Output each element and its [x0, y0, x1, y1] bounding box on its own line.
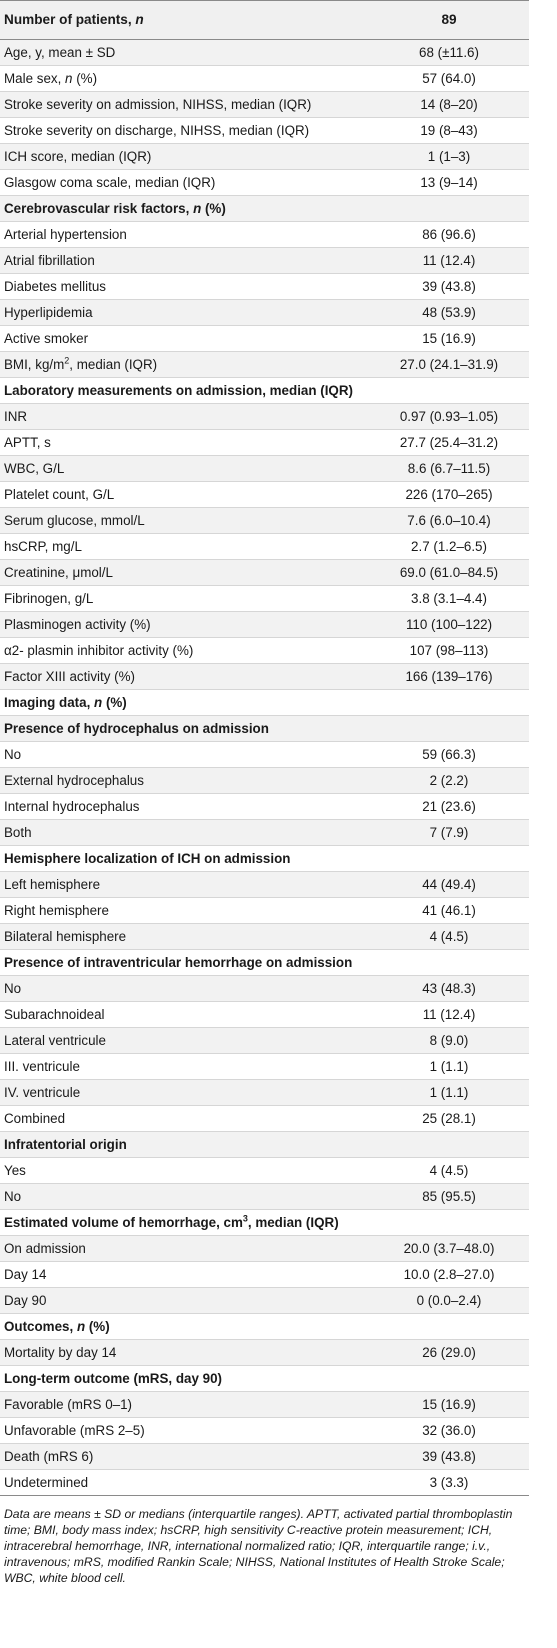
row-value: 2.7 (1.2–6.5)	[369, 534, 529, 560]
label-text: No	[4, 981, 22, 996]
row-label	[0, 1158, 369, 1184]
table-row	[0, 1028, 529, 1054]
header-value: 89	[369, 1, 529, 40]
row-value: 8.6 (6.7–11.5)	[369, 456, 529, 482]
label-text: BMI, kg/m	[4, 357, 65, 372]
header-label	[0, 1, 369, 40]
label-text: Fibrinogen, g/L	[4, 591, 94, 606]
row-label	[0, 144, 369, 170]
row-value: 26 (29.0)	[369, 1340, 529, 1366]
row-value: 43 (48.3)	[369, 976, 529, 1002]
row-value: 7.6 (6.0–10.4)	[369, 508, 529, 534]
table-row	[0, 1054, 529, 1080]
table-body	[0, 40, 529, 1496]
row-value: 44 (49.4)	[369, 872, 529, 898]
table-row	[0, 1080, 529, 1106]
label-text: Stroke severity on discharge, NIHSS, median (IQR)	[4, 123, 310, 138]
table-row	[0, 1236, 529, 1262]
label-text: Left hemisphere	[4, 877, 101, 892]
table-row	[0, 482, 529, 508]
table-header-row	[0, 1, 529, 40]
label-text: APTT, s	[4, 435, 51, 450]
row-label	[0, 1080, 369, 1106]
label-text: Bilateral hemisphere	[4, 929, 127, 944]
row-value	[369, 690, 529, 716]
row-label	[0, 742, 369, 768]
label-text: Both	[4, 825, 32, 840]
row-label	[0, 1340, 369, 1366]
label-text: Factor XIII activity (%)	[4, 669, 135, 684]
row-label	[0, 1470, 369, 1496]
row-value: 86 (96.6)	[369, 222, 529, 248]
row-label	[0, 66, 369, 92]
row-value	[369, 378, 529, 404]
label-text: Active smoker	[4, 331, 89, 346]
row-value: 0.97 (0.93–1.05)	[369, 404, 529, 430]
section-header-row	[0, 378, 529, 404]
section-header-row	[0, 716, 529, 742]
label-suffix: (%)	[102, 695, 127, 710]
row-value	[369, 1132, 529, 1158]
row-label	[0, 274, 369, 300]
table-row	[0, 92, 529, 118]
row-label	[0, 560, 369, 586]
row-value: 3.8 (3.1–4.4)	[369, 586, 529, 612]
row-value: 10.0 (2.8–27.0)	[369, 1262, 529, 1288]
table-row	[0, 118, 529, 144]
table-row	[0, 274, 529, 300]
row-value: 4 (4.5)	[369, 924, 529, 950]
row-value: 41 (46.1)	[369, 898, 529, 924]
label-italic: n	[76, 1319, 86, 1334]
label-text: On admission	[4, 1241, 86, 1256]
table-row	[0, 352, 529, 378]
table-row	[0, 742, 529, 768]
row-value: 48 (53.9)	[369, 300, 529, 326]
label-text: Laboratory measurements on admission, median (IQR)	[4, 383, 353, 398]
label-text: WBC, G/L	[4, 461, 65, 476]
label-text: Mortality by day 14	[4, 1345, 117, 1360]
label-text: Estimated volume of hemorrhage, cm	[4, 1215, 243, 1230]
row-value: 0 (0.0–2.4)	[369, 1288, 529, 1314]
label-text: Unfavorable (mRS 2–5)	[4, 1423, 145, 1438]
section-header-row	[0, 1210, 529, 1236]
row-label	[0, 1236, 369, 1262]
label-superscript: 3	[242, 1213, 248, 1224]
table-row	[0, 1470, 529, 1496]
row-value: 11 (12.4)	[369, 248, 529, 274]
row-label	[0, 872, 369, 898]
row-value: 39 (43.8)	[369, 274, 529, 300]
row-value: 4 (4.5)	[369, 1158, 529, 1184]
label-suffix: (%)	[201, 201, 226, 216]
label-text: Diabetes mellitus	[4, 279, 106, 294]
row-label	[0, 118, 369, 144]
row-label	[0, 1262, 369, 1288]
section-header-row	[0, 950, 529, 976]
table-row	[0, 1158, 529, 1184]
row-label	[0, 1392, 369, 1418]
label-text: Day 14	[4, 1267, 47, 1282]
row-value: 107 (98–113)	[369, 638, 529, 664]
label-text: Death (mRS 6)	[4, 1449, 94, 1464]
label-text: III. ventricule	[4, 1059, 80, 1074]
section-label	[0, 1314, 369, 1340]
row-label	[0, 1184, 369, 1210]
row-label	[0, 820, 369, 846]
section-label	[0, 690, 369, 716]
row-value: 85 (95.5)	[369, 1184, 529, 1210]
row-value: 27.7 (25.4–31.2)	[369, 430, 529, 456]
label-text: External hydrocephalus	[4, 773, 144, 788]
row-label	[0, 768, 369, 794]
table-row	[0, 1288, 529, 1314]
section-header-row	[0, 1314, 529, 1340]
label-italic: n	[193, 201, 202, 216]
row-value: 27.0 (24.1–31.9)	[369, 352, 529, 378]
row-value	[369, 846, 529, 872]
row-label	[0, 92, 369, 118]
row-value: 7 (7.9)	[369, 820, 529, 846]
table-row	[0, 586, 529, 612]
row-value: 110 (100–122)	[369, 612, 529, 638]
row-value: 25 (28.1)	[369, 1106, 529, 1132]
row-label	[0, 222, 369, 248]
row-label	[0, 1054, 369, 1080]
label-suffix: (%)	[85, 1319, 110, 1334]
row-value: 57 (64.0)	[369, 66, 529, 92]
label-text: Hyperlipidemia	[4, 305, 93, 320]
row-value: 13 (9–14)	[369, 170, 529, 196]
row-label	[0, 976, 369, 1002]
row-value	[369, 196, 529, 222]
row-value	[369, 1366, 529, 1392]
table-row	[0, 326, 529, 352]
row-value: 68 (±11.6)	[369, 40, 529, 66]
row-label	[0, 924, 369, 950]
row-value: 3 (3.3)	[369, 1470, 529, 1496]
row-value: 20.0 (3.7–48.0)	[369, 1236, 529, 1262]
row-value: 1 (1.1)	[369, 1054, 529, 1080]
row-value: 14 (8–20)	[369, 92, 529, 118]
table-row	[0, 560, 529, 586]
row-label	[0, 326, 369, 352]
label-suffix: , median (IQR)	[247, 1215, 339, 1230]
row-label	[0, 404, 369, 430]
row-value: 39 (43.8)	[369, 1444, 529, 1470]
row-value: 1 (1–3)	[369, 144, 529, 170]
row-value	[369, 1210, 529, 1236]
table-row	[0, 794, 529, 820]
table-row	[0, 638, 529, 664]
row-label	[0, 586, 369, 612]
table-row	[0, 456, 529, 482]
row-label	[0, 456, 369, 482]
label-suffix: , median (IQR)	[69, 357, 158, 372]
row-value: 2 (2.2)	[369, 768, 529, 794]
row-label	[0, 638, 369, 664]
section-label	[0, 1132, 369, 1158]
label-text: Long-term outcome (mRS, day 90)	[4, 1371, 222, 1386]
label-text: α2- plasmin inhibitor activity (%)	[4, 643, 194, 658]
section-header-row	[0, 1132, 529, 1158]
row-label	[0, 1444, 369, 1470]
table-row	[0, 612, 529, 638]
table-row	[0, 534, 529, 560]
label-text: Stroke severity on admission, NIHSS, median (IQR)	[4, 97, 312, 112]
row-value: 8 (9.0)	[369, 1028, 529, 1054]
header-label-italic: n	[135, 12, 144, 27]
table-row	[0, 1184, 529, 1210]
row-value: 15 (16.9)	[369, 326, 529, 352]
label-text: Presence of hydrocephalus on admission	[4, 721, 269, 736]
table-row	[0, 1392, 529, 1418]
table-row	[0, 300, 529, 326]
label-text: Age, y, mean ± SD	[4, 45, 116, 60]
header-label-text: Number of patients,	[4, 12, 136, 27]
label-text: Subarachnoideal	[4, 1007, 105, 1022]
table-row	[0, 1444, 529, 1470]
row-value: 32 (36.0)	[369, 1418, 529, 1444]
row-value: 19 (8–43)	[369, 118, 529, 144]
label-text: Presence of intraventricular hemorrhage on admission	[4, 955, 353, 970]
section-label	[0, 716, 369, 742]
label-suffix: (%)	[72, 71, 98, 86]
row-label	[0, 1106, 369, 1132]
label-text: Undetermined	[4, 1475, 89, 1490]
section-label	[0, 1366, 369, 1392]
table-row	[0, 924, 529, 950]
table-row	[0, 872, 529, 898]
row-label	[0, 248, 369, 274]
row-label	[0, 1028, 369, 1054]
label-text: ICH score, median (IQR)	[4, 149, 152, 164]
row-value	[369, 1314, 529, 1340]
section-header-row	[0, 690, 529, 716]
table-row	[0, 1002, 529, 1028]
label-text: Cerebrovascular risk factors,	[4, 201, 194, 216]
row-label	[0, 300, 369, 326]
table-row	[0, 820, 529, 846]
row-value	[369, 716, 529, 742]
row-value: 69.0 (61.0–84.5)	[369, 560, 529, 586]
label-text: Internal hydrocephalus	[4, 799, 140, 814]
row-value: 15 (16.9)	[369, 1392, 529, 1418]
label-text: Imaging data,	[4, 695, 95, 710]
section-header-row	[0, 1366, 529, 1392]
row-label	[0, 40, 369, 66]
row-value: 11 (12.4)	[369, 1002, 529, 1028]
label-text: Glasgow coma scale, median (IQR)	[4, 175, 216, 190]
label-superscript: 2	[64, 355, 70, 366]
label-text: hsCRP, mg/L	[4, 539, 82, 554]
label-text: Platelet count, G/L	[4, 487, 115, 502]
table-row	[0, 40, 529, 66]
table-row	[0, 430, 529, 456]
label-italic: n	[65, 71, 73, 86]
section-label	[0, 378, 369, 404]
row-label	[0, 794, 369, 820]
row-label	[0, 1288, 369, 1314]
table-row	[0, 1340, 529, 1366]
label-text: Atrial fibrillation	[4, 253, 95, 268]
table-row	[0, 222, 529, 248]
section-label	[0, 1210, 369, 1236]
label-text: IV. ventricule	[4, 1085, 81, 1100]
table-row	[0, 404, 529, 430]
row-value: 59 (66.3)	[369, 742, 529, 768]
label-text: No	[4, 747, 22, 762]
table-row	[0, 1106, 529, 1132]
table-row	[0, 768, 529, 794]
row-value: 1 (1.1)	[369, 1080, 529, 1106]
label-italic: n	[94, 695, 103, 710]
section-label	[0, 196, 369, 222]
label-text: Day 90	[4, 1293, 47, 1308]
table-row	[0, 170, 529, 196]
label-text: Creatinine, μmol/L	[4, 565, 113, 580]
row-value	[369, 950, 529, 976]
row-value: 21 (23.6)	[369, 794, 529, 820]
row-label	[0, 430, 369, 456]
row-label	[0, 482, 369, 508]
table-row	[0, 248, 529, 274]
label-text: Yes	[4, 1163, 26, 1178]
row-label	[0, 508, 369, 534]
section-header-row	[0, 846, 529, 872]
row-label	[0, 352, 369, 378]
label-text: Hemisphere localization of ICH on admission	[4, 851, 291, 866]
label-text: Infratentorial origin	[4, 1137, 127, 1152]
table-row	[0, 508, 529, 534]
table-row	[0, 66, 529, 92]
section-header-row	[0, 196, 529, 222]
table-row	[0, 976, 529, 1002]
label-text: Male sex,	[4, 71, 66, 86]
row-label	[0, 1418, 369, 1444]
section-label	[0, 950, 369, 976]
label-text: Combined	[4, 1111, 66, 1126]
row-label	[0, 898, 369, 924]
row-label	[0, 170, 369, 196]
table-row	[0, 144, 529, 170]
label-text: Lateral ventricule	[4, 1033, 106, 1048]
label-text: Favorable (mRS 0–1)	[4, 1397, 133, 1412]
row-label	[0, 534, 369, 560]
label-text: Plasminogen activity (%)	[4, 617, 151, 632]
row-label	[0, 664, 369, 690]
table-row	[0, 664, 529, 690]
label-text: INR	[4, 409, 28, 424]
row-label	[0, 1002, 369, 1028]
table-row	[0, 898, 529, 924]
table-footnote: Data are means ± SD or medians (interquartile ranges). APTT, activated partial thromboplastin time; BMI, body mass index; hsCRP, high sensitivity C-reactive protein measurement; ICH, intracerebral hemorrhage, INR, international normalized ratio; IQR, interquartile range; i.v., intravenous; mRS, modified Rankin Scale; NIHSS, National Institutes of Health Stroke Scale; WBC, white blood cell.	[4, 1507, 513, 1585]
label-text: No	[4, 1189, 22, 1204]
table-row	[0, 1418, 529, 1444]
label-text: Arterial hypertension	[4, 227, 127, 242]
row-value: 166 (139–176)	[369, 664, 529, 690]
label-text: Serum glucose, mmol/L	[4, 513, 145, 528]
label-text: Right hemisphere	[4, 903, 109, 918]
row-label	[0, 612, 369, 638]
label-text: Outcomes,	[4, 1319, 77, 1334]
table-row	[0, 1262, 529, 1288]
section-label	[0, 846, 369, 872]
row-value: 226 (170–265)	[369, 482, 529, 508]
